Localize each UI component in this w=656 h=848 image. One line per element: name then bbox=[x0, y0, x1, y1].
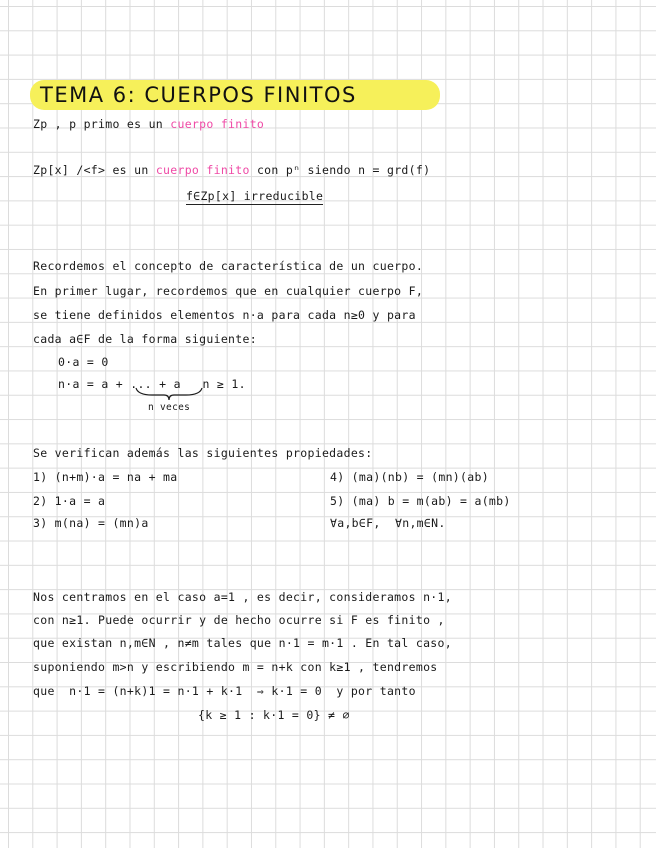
intro-line-1-text: Zp , p primo es un bbox=[33, 117, 171, 131]
property-item: 1) (n+m)·a = na + ma bbox=[33, 470, 178, 484]
brace-label: n veces bbox=[148, 402, 191, 413]
underbrace bbox=[134, 386, 204, 402]
focus-line: que n·1 = (n+k)1 = n·1 + k·1 ⇒ k·1 = 0 y por tanto bbox=[33, 684, 416, 698]
focus-line: que existan n,m∈N , n≠m tales que n·1 = m·1 . En tal caso, bbox=[33, 636, 452, 650]
intro-line-2-text: Zp[x] /<f> es un bbox=[33, 163, 156, 177]
definition-zero: 0·a = 0 bbox=[58, 355, 109, 369]
intro-line-2-highlight: cuerpo finito bbox=[155, 163, 250, 177]
page-title: TEMA 6: CUERPOS FINITOS bbox=[30, 80, 440, 110]
properties-heading: Se verifican además las siguientes propiedades: bbox=[33, 446, 373, 460]
intro-line-1-highlight: cuerpo finito bbox=[170, 117, 265, 131]
property-item: 3) m(na) = (mn)a bbox=[33, 516, 149, 530]
focus-line: Nos centramos en el caso a=1 , es decir, consideramos n·1, bbox=[33, 590, 452, 604]
intro-line-3-text: f∈Zp[x] irreducible bbox=[186, 189, 324, 203]
characteristic-line: se tiene definidos elementos n·a para cada n≥0 y para bbox=[33, 308, 416, 322]
characteristic-line: Recordemos el concepto de característica de un cuerpo. bbox=[33, 259, 424, 273]
focus-set-statement: {k ≥ 1 : k·1 = 0} ≠ ∅ bbox=[198, 708, 350, 722]
property-item: 5) (ma) b = m(ab) = a(mb) bbox=[330, 494, 511, 508]
definition-n: n·a = a + ... + a n ≥ 1. bbox=[58, 377, 246, 391]
property-item: 4) (ma)(nb) = (mn)(ab) bbox=[330, 470, 489, 484]
property-quantifiers: ∀a,b∈F, ∀n,m∈N. bbox=[330, 516, 446, 530]
characteristic-line: cada a∈F de la forma siguiente: bbox=[33, 332, 257, 346]
focus-line: suponiendo m>n y escribiendo m = n+k con k≥1 , tendremos bbox=[33, 660, 438, 674]
property-item: 2) 1·a = a bbox=[33, 494, 106, 508]
intro-line-2-tail: con pⁿ siendo n = grd(f) bbox=[249, 163, 431, 177]
intro-line-3 bbox=[186, 189, 323, 203]
focus-line: con n≥1. Puede ocurrir y de hecho ocurre si F es finito , bbox=[33, 613, 445, 627]
characteristic-line: En primer lugar, recordemos que en cualquier cuerpo F, bbox=[33, 284, 424, 298]
intro-line-1 bbox=[33, 117, 264, 131]
intro-line-2 bbox=[33, 163, 430, 177]
